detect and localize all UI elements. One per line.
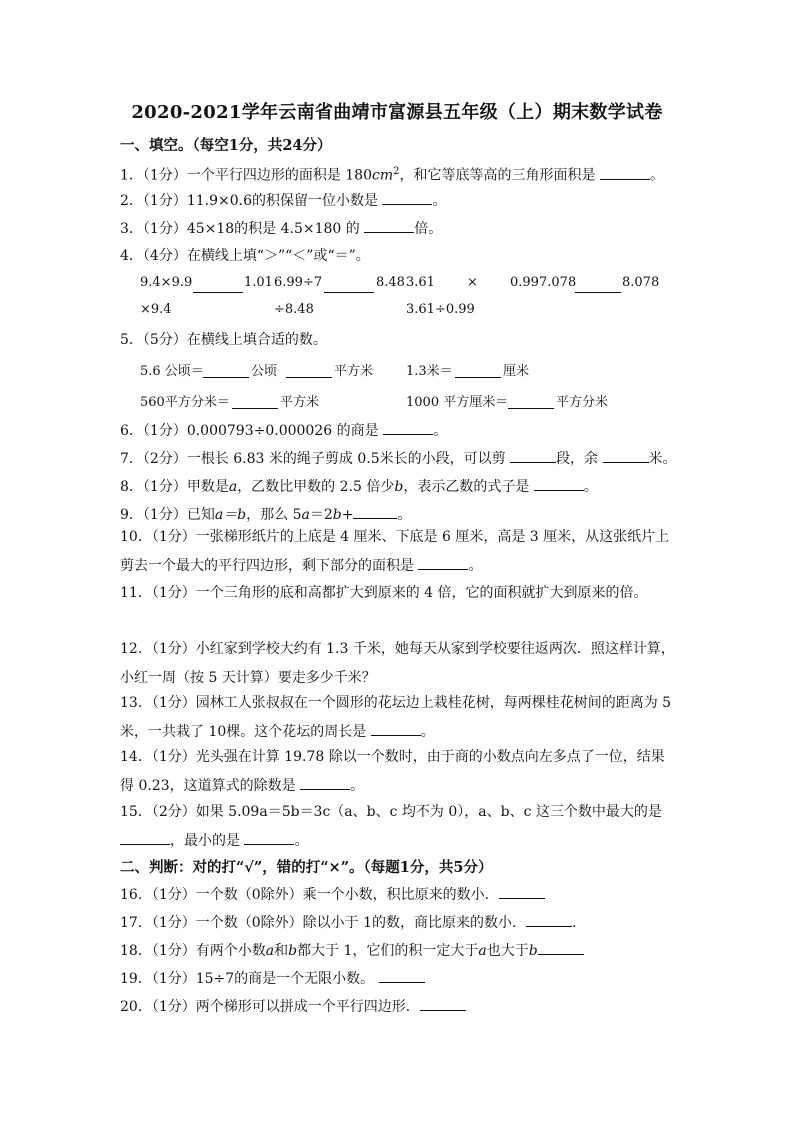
answer-blank[interactable] — [244, 830, 294, 845]
answer-blank[interactable] — [379, 968, 425, 983]
answer-blank[interactable] — [371, 721, 421, 736]
answer-blank[interactable] — [382, 190, 432, 205]
answer-blank[interactable] — [120, 830, 170, 845]
answer-blank[interactable] — [526, 912, 572, 927]
question-20: 20．（1分）两个梯形可以拼成一个平行四边形． — [120, 996, 676, 1017]
question-3: 3．（1分）45×18的积是 4.5×180 的 倍。 — [120, 218, 676, 239]
page-title: 2020-2021学年云南省曲靖市富源县五年级（上）期末数学试卷 — [131, 102, 663, 123]
question-1: 1．（1分）一个平行四边形的面积是 $180cm^2$，和它等底等高的三角形面积是 。 — [120, 166, 664, 184]
answer-blank[interactable] — [300, 775, 350, 790]
answer-blank[interactable] — [203, 363, 249, 378]
question-18: 18．（1分）有两个小数a和b都大于 1，它们的积一定大于a也大于b — [120, 940, 676, 961]
question-15: 15．（2分）如果 5.09a＝5b＝3c（a、b、c 均不为 0），a、b、c 这三个数中最大的是 ，最小的是 。 — [120, 804, 662, 849]
answer-blank[interactable] — [538, 940, 584, 955]
question-12: 12．（1分）小红家到学校大约有 1.3 千米，她每天从家到学校要往返两次．照这样计算，小红一周（按 5 天计算）要走多少千米？ — [120, 641, 675, 686]
answer-blank[interactable] — [534, 476, 584, 491]
question-11: 11．（1分）一个三角形的底和高都扩大到原来的 4 倍，它的面积就扩大到原来的倍。 — [120, 585, 648, 601]
question-6: 6．（1分）0.000793÷0.000026 的商是 。 — [120, 420, 676, 441]
question-19: 19．（1分）15÷7的商是一个无限小数。 — [120, 968, 676, 989]
question-2: 2．（1分）11.9×0.6的积保留一位小数是 。 — [120, 190, 676, 211]
question-4: 4．（4分）在横线上填“＞”“＜”或“＝”。 — [120, 248, 370, 264]
answer-blank[interactable] — [603, 448, 649, 463]
answer-blank[interactable] — [364, 218, 414, 233]
question-7: 7．（2分）一根长 6.83 米的绳子剪成 0.5米长的小段，可以剪 段，余 米。 — [120, 448, 676, 469]
answer-blank[interactable] — [418, 555, 468, 570]
answer-blank[interactable] — [510, 448, 556, 463]
exam-page: 2020-2021学年云南省曲靖市富源县五年级（上）期末数学试卷 一、填空。（每空1分，共24分） 1．（1分）一个平行四边形的面积是 $180cm^2$，和它等底等高的三角形面积是 。 2．（1分）11.9×0.6的积保留一位小数是 。 3．（1分）45×18的积是 4.5×180 的 倍。 4．（4分）在横线上填“＞”“＜”或“＝”。 9.4×9.9 1.01 6.99÷7 8.48 3.61 × 0.99 7.078 8.078 ×9.4 ÷8.48 3.61÷0.99 5．（5分）在横线上填合适的数。 5.6 公顷＝ 公顷 平方米 1.3米＝ 厘米 560平方分米＝ 平方米 1000 平方厘米＝ 平方分米 6．（1分）0.000793÷0.000026 的商是 。 7．（2分）一根长 6.83 米的绳子剪成 0.5米长的小段，可以剪 段，余 米。 8．（1分）甲数是a，乙数比甲数的 2.5 倍少b，表示乙数的式子是 。 9．（1分）已知a＝b，那么 5a＝2b+ 。 10．（1分）一张梯形纸片的上底是 4 厘米、下底是 6 厘米，高是 3 厘米，从这张纸片上剪去一个最大的平行四边形，剩下部分的面积是 。 11．（1分）一个三角形的底和高都扩大到原来的 4 倍，它的面积就扩大到原来的倍。 12．（1分）小红家到学校大约有 1.3 千米，她每天从家到学校要往返两次．照这样计算，小红一周（按 5 天计算）要走多少千米？ 13．（1分）园林工人张叔叔在一个圆形的花坛边上栽桂花树，每两棵桂花树间的距离为 5 米，一共栽了 10棵。这个花坛的周长是 。 14．（1分）光头强在计算 19.78 除以一个数时，由于商的小数点向左多点了一位，结果得 0.23，这道算式的除数是 。 15．（2分）如果 5.09a＝5b＝3c（a、b、c 均不为 0），a、b、c 这三个数中最大的是 ，最小的是 。 二、判断：对的打“√”，错的打“×”。（每题1分，共5分） 16．（1分）一个数（0除外）乘一个小数，积比原来的数小． 17．（1分）一个数（0除外）除以小于 1的数，商比原来的数小． . 18．（1分）有两个小数a和b都大于 1，它们的积一定大于a也大于b 19．（1分）15÷7的商是一个无限小数。 20．（1分）两个梯形可以拼成一个平行四边形． — [0, 0, 794, 1123]
question-10: 10．（1分）一张梯形纸片的上底是 4 厘米、下底是 6 厘米，高是 3 厘米，从这张纸片上剪去一个最大的平行四边形，剩下部分的面积是 。 — [120, 529, 670, 574]
question-13: 13．（1分）园林工人张叔叔在一个圆形的花坛边上栽桂花树，每两棵桂花树间的距离为 5 米，一共栽了 10棵。这个花坛的周长是 。 — [120, 695, 672, 740]
answer-blank[interactable] — [499, 884, 545, 899]
question-16: 16．（1分）一个数（0除外）乘一个小数，积比原来的数小． — [120, 884, 676, 905]
answer-blank[interactable] — [193, 278, 243, 293]
section-heading-fill-blank: 一、填空。（每空1分，共24分） — [120, 137, 332, 154]
question-8: 8．（1分）甲数是a，乙数比甲数的 2.5 倍少b，表示乙数的式子是 。 — [120, 476, 676, 497]
question-9: 9．（1分）已知a＝b，那么 5a＝2b+ 。 — [120, 504, 676, 525]
section-heading-true-false: 二、判断：对的打“√”，错的打“×”。（每题1分，共5分） — [120, 859, 493, 876]
question-17: 17．（1分）一个数（0除外）除以小于 1的数，商比原来的数小． . — [120, 912, 676, 933]
answer-blank[interactable] — [575, 278, 621, 293]
answer-blank[interactable] — [353, 504, 397, 519]
question-14: 14．（1分）光头强在计算 19.78 除以一个数时，由于商的小数点向左多点了一位，结果得 0.23，这道算式的除数是 。 — [120, 749, 665, 794]
answer-blank[interactable] — [286, 363, 332, 378]
answer-blank[interactable] — [455, 363, 501, 378]
answer-blank[interactable] — [508, 394, 554, 409]
answer-blank[interactable] — [232, 394, 278, 409]
answer-blank[interactable] — [420, 996, 466, 1011]
question-5: 5．（5分）在横线上填合适的数。 — [120, 332, 327, 348]
answer-blank[interactable] — [383, 420, 433, 435]
answer-blank[interactable] — [600, 165, 650, 180]
answer-blank[interactable] — [324, 278, 374, 293]
